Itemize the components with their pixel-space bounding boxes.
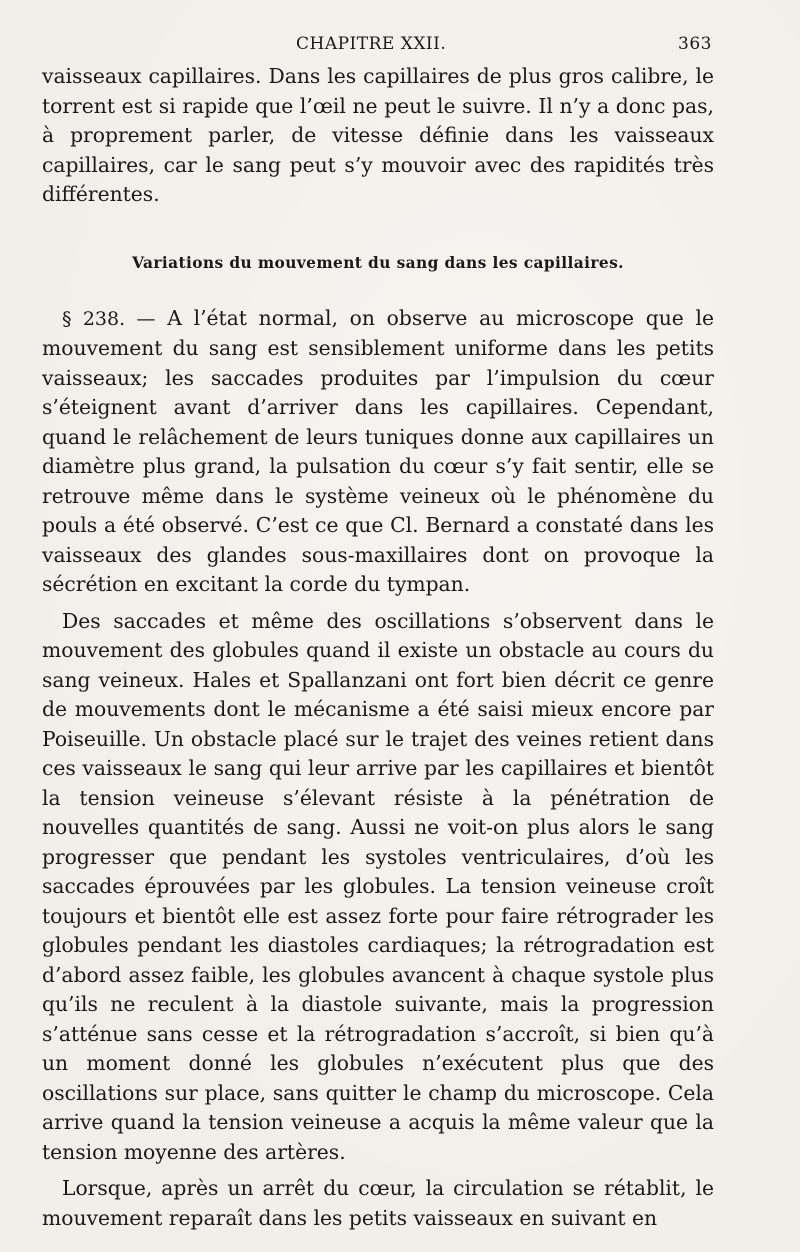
paragraph-1: vaisseaux capillaires. Dans les capillaires de plus gros calibre, le torrent est si rapide que l’œil ne peut le suivre. Il n’y a donc pas, à proprement parler, de vitesse définie dans les vaisseaux capillaires, car le sang peut s’y mouvoir avec des rapidités très différentes. bbox=[42, 64, 714, 206]
running-header bbox=[42, 30, 712, 60]
chapter-title: CHAPITRE XXII. bbox=[296, 34, 447, 54]
paragraph-4: Lorsque, après un arrêt du cœur, la circulation se rétablit, le mouvement reparaît dans les petits vaisseaux en suivant en bbox=[42, 1176, 714, 1230]
page-number: 363 bbox=[678, 34, 712, 54]
body-text bbox=[42, 62, 714, 1233]
section-number: § 238. — bbox=[62, 307, 156, 330]
paragraph-238-text: A l’état normal, on observe au microscope que le mouvement du sang est sensiblement uniforme dans les petits vaisseaux; les saccades produites par l’impulsion du cœur s’éteignent avant d’arriver dans les capillaires. Cependant, quand le relâchement de leurs tuniques donne aux capillaires un diamètre plus grand, la pulsation du cœur s’y fait sentir, elle se retrouve même dans le système veineux où le phénomène du pouls a été observé. C’est ce que Cl. Bernard a constaté dans les vaisseaux des glandes sous-maxillaires dont on provoque la sécrétion en excitant la corde du tympan. bbox=[42, 305, 715, 596]
section-title: Variations du mouvement du sang dans les capillaires. bbox=[132, 253, 624, 272]
paragraph-238 bbox=[42, 304, 714, 600]
paragraph-3: Des saccades et même des oscillations s’observent dans le mouvement des globules quand il existe un obstacle au cours du sang veineux. Hales et Spallanzani ont fort bien décrit ce genre de mouvements dont le mécanisme a été saisi mieux encore par Poiseuille. Un obstacle placé sur le trajet des veines retient dans ces vaisseaux le sang qui leur arrive par les capillaires et bientôt la tension veineuse s’élevant résiste à la pénétration de nouvelles quantités de sang. Aussi ne voit-on plus alors le sang progresser que pendant les systoles ventriculaires, d’où les saccades éprouvées par les globules. La tension veineuse croît toujours et bientôt elle est assez forte pour faire rétrograder les globules pendant les diastoles cardiaques; la rétrogradation est d’abord assez faible, les globules avancent à chaque systole plus qu’ils ne reculent à la diastole suivante, mais la progression s’atténue sans cesse et la rétrogradation s’accroît, si bien qu’à un moment donné les globules n’exécutent plus que des oscillations sur place, sans quitter le champ du microscope. Cela arrive quand la tension veineuse a acquis la même valeur que la tension moyenne des artères. bbox=[42, 608, 714, 1164]
